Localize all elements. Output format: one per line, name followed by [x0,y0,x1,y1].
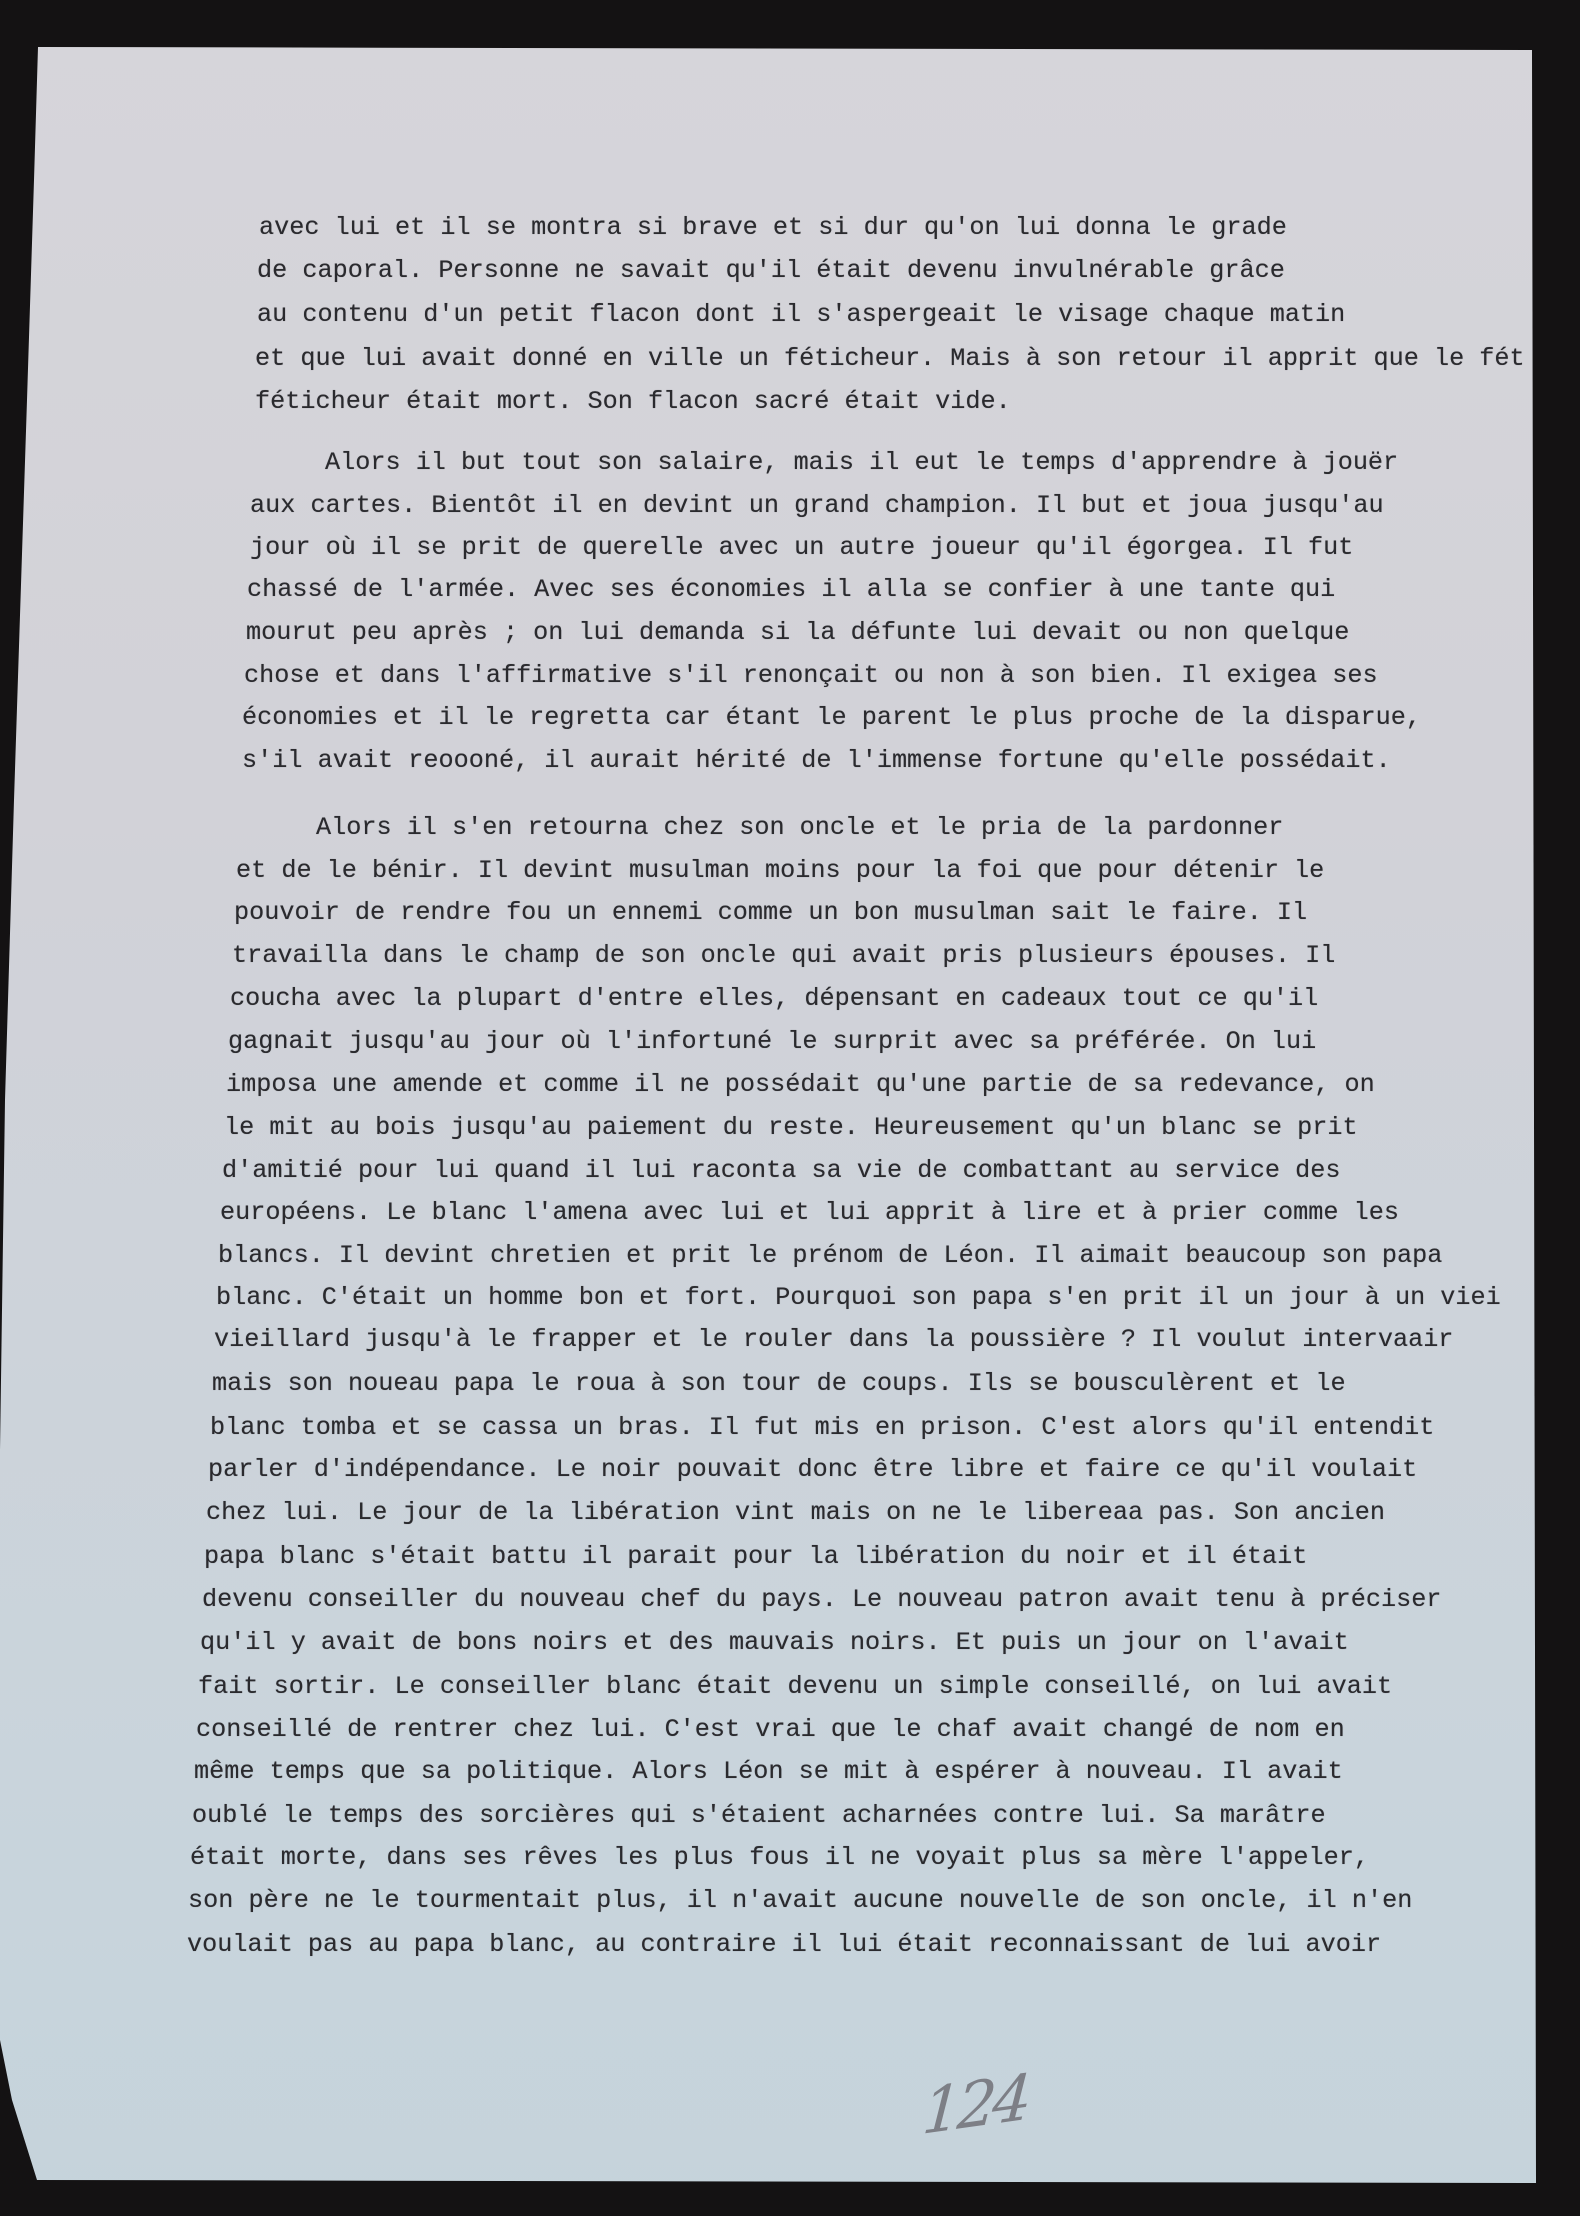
text-line: jour où il se prit de querelle avec un autre joueur qu'il égorgea. Il fut [250,533,1354,562]
text-line: coucha avec la plupart d'entre elles, dépensant en cadeaux tout ce qu'il [230,984,1319,1013]
handwritten-page-number: 124 [919,2059,1031,2150]
text-line: fait sortir. Le conseiller blanc était devenu un simple conseillé, on lui avait [198,1672,1393,1701]
text-line: blanc. C'était un homme bon et fort. Pourquoi son papa s'en prit il un jour à un viei [216,1283,1501,1312]
text-line: qu'il y avait de bons noirs et des mauvais noirs. Et puis un jour on l'avait [200,1628,1349,1657]
text-line: économies et il le regretta car étant le parent le plus proche de la disparue, [242,703,1421,732]
text-line: aux cartes. Bientôt il en devint un grand champion. Il but et joua jusqu'au [250,491,1384,520]
text-line: devenu conseiller du nouveau chef du pays. Le nouveau patron avait tenu à préciser [202,1585,1442,1614]
text-line: mourut peu après ; on lui demanda si la défunte lui devait ou non quelque [246,618,1350,647]
text-line: féticheur était mort. Son flacon sacré était vide. [255,387,1011,416]
text-line: était morte, dans ses rêves les plus fous il ne voyait plus sa mère l'appeler, [190,1843,1369,1872]
text-line: parler d'indépendance. Le noir pouvait donc être libre et faire ce qu'il voulait [208,1455,1418,1484]
text-line: voulait pas au papa blanc, au contraire il lui était reconnaissant de lui avoir [187,1930,1382,1959]
text-line: papa blanc s'était battu il parait pour la libération du noir et il était [204,1542,1308,1571]
text-line: et que lui avait donné en ville un féticheur. Mais à son retour il apprit que le fét [255,344,1525,373]
text-line: son père ne le tourmentait plus, il n'avait aucune nouvelle de son oncle, il n'en [188,1886,1413,1915]
text-line: imposa une amende et comme il ne possédait qu'une partie de sa redevance, on [226,1070,1375,1099]
text-line: blancs. Il devint chretien et prit le prénom de Léon. Il aimait beaucoup son papa [218,1241,1443,1270]
text-line: vieillard jusqu'à le frapper et le rouler dans la poussière ? Il voulut intervaair [214,1325,1454,1354]
text-line: d'amitié pour lui quand il lui raconta sa vie de combattant au service des [222,1156,1341,1185]
text-line: oublé le temps des sorcières qui s'étaient acharnées contre lui. Sa marâtre [192,1801,1326,1830]
text-line: blanc tomba et se cassa un bras. Il fut mis en prison. C'est alors qu'il entendit [210,1413,1435,1442]
text-line: conseillé de rentrer chez lui. C'est vrai que le chaf avait changé de nom en [196,1715,1345,1744]
text-line: travailla dans le champ de son oncle qui avait pris plusieurs épouses. Il [232,941,1336,970]
text-line: et de le bénir. Il devint musulman moins pour la foi que pour détenir le [236,856,1325,885]
text-line: chose et dans l'affirmative s'il renonçait ou non à son bien. Il exigea ses [244,661,1378,690]
text-line: gagnait jusqu'au jour où l'infortuné le surprit avec sa préférée. On lui [228,1027,1317,1056]
text-line: chassé de l'armée. Avec ses économies il alla se confier à une tante qui [247,575,1336,604]
text-line: avec lui et il se montra si brave et si dur qu'on lui donna le grade [259,213,1287,242]
text-line: mais son noueau papa le roua à son tour de coups. Ils se bousculèrent et le [212,1369,1346,1398]
text-line: pouvoir de rendre fou un ennemi comme un bon musulman sait le faire. Il [234,898,1308,927]
text-line: au contenu d'un petit flacon dont il s'aspergeait le visage chaque matin [257,300,1346,329]
text-line: Alors il s'en retourna chez son oncle et le pria de la pardonner [316,813,1284,842]
text-line: de caporal. Personne ne savait qu'il était devenu invulnérable grâce [257,256,1285,285]
text-line: le mit au bois jusqu'au paiement du reste. Heureusement qu'un blanc se prit [224,1113,1358,1142]
text-line: s'il avait reoooné, il aurait hérité de l'immense fortune qu'elle possédait. [242,746,1391,775]
text-line: Alors il but tout son salaire, mais il eut le temps d'apprendre à jouër [325,448,1399,477]
text-line: européens. Le blanc l'amena avec lui et lui apprit à lire et à prier comme les [220,1198,1399,1227]
text-line: chez lui. Le jour de la libération vint mais on ne le libereaa pas. Son ancien [206,1498,1385,1527]
text-line: même temps que sa politique. Alors Léon se mit à espérer à nouveau. Il avait [194,1757,1343,1786]
